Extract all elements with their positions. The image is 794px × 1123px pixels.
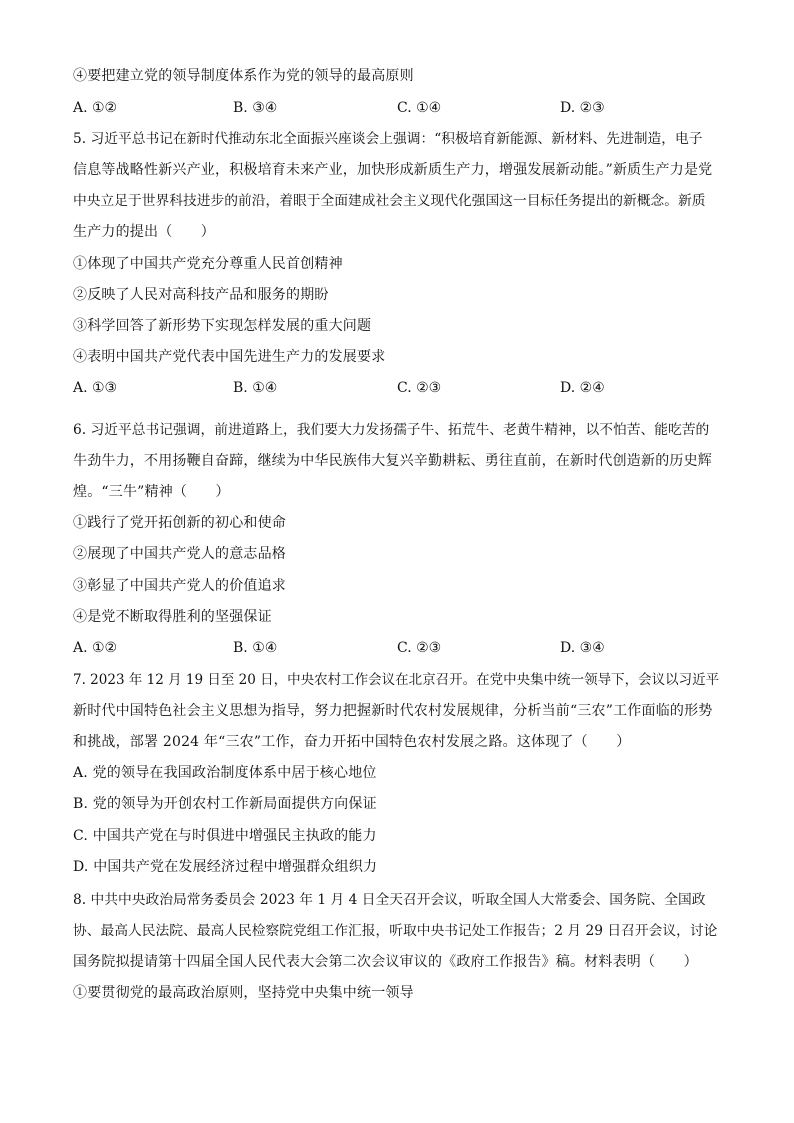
- q7-choice-b[interactable]: B. 党的领导为开创农村工作新局面提供方向保证: [73, 796, 377, 812]
- q7-choice-c[interactable]: C. 中国共产党在与时俱进中增强民主执政的能力: [73, 828, 377, 844]
- q5-statement-1: ①体现了中国共产党充分尊重人民首创精神: [73, 256, 343, 272]
- q4-option-b[interactable]: B. ③④: [233, 100, 278, 116]
- q5-option-a[interactable]: A. ①③: [73, 380, 118, 396]
- q5-stem-line-3: 中央立足于世界科技进步的前沿，着眼于全面建成社会主义现代化强国这一目标任务提出的新概念。新质: [73, 193, 706, 209]
- q7-stem-line-2: 新时代中国特色社会主义思想为指导，努力把握新时代农村发展规律，分析当前“三农”工作面临的形势: [73, 703, 713, 719]
- q6-statement-4: ④是党不断取得胜利的坚强保证: [73, 609, 272, 625]
- q4-statement-4: ④要把建立党的领导制度体系作为党的领导的最高原则: [73, 68, 414, 84]
- q8-statement-1: ①要贯彻党的最高政治原则，坚持党中央集中统一领导: [73, 985, 414, 1001]
- q6-statement-3: ③彰显了中国共产党人的价值追求: [73, 578, 286, 594]
- q5-stem-line-4: 生产力的提出（ ）: [73, 224, 215, 240]
- q5-option-d[interactable]: D. ②④: [560, 380, 605, 396]
- q6-option-b[interactable]: B. ①④: [233, 640, 278, 656]
- q6-statement-1: ①践行了党开拓创新的初心和使命: [73, 515, 286, 531]
- q6-stem-line-2: 牛劲牛力，不用扬鞭自奋蹄，继续为中华民族伟大复兴辛勤耕耘、勇往直前，在新时代创造新的历史辉: [73, 453, 712, 469]
- q5-stem-line-2: 信息等战略性新兴产业，积极培育未来产业，加快形成新质生产力，增强发展新动能。”新质生产力是党: [73, 162, 713, 178]
- q8-stem-line-3: 国务院拟提请第十四届全国人民代表大会第二次会议审议的《政府工作报告》稿。材料表明（ ）: [73, 954, 698, 970]
- q4-option-d[interactable]: D. ②③: [560, 100, 605, 116]
- q8-stem-line-1: 8. 中共中央政治局常务委员会 2023 年 1 月 4 日全天召开会议，听取全国人大常委会、国务院、全国政: [73, 892, 706, 908]
- q6-option-a[interactable]: A. ①②: [73, 640, 118, 656]
- q4-options: [73, 98, 723, 118]
- q7-stem-line-1: 7. 2023 年 12 月 19 日至 20 日，中央农村工作会议在北京召开。在党中央集中统一领导下，会议以习近平: [73, 672, 720, 688]
- q5-statement-4: ④表明中国共产党代表中国先进生产力的发展要求: [73, 349, 386, 365]
- q7-choice-d[interactable]: D. 中国共产党在发展经济过程中增强群众组织力: [73, 859, 378, 875]
- q5-option-b[interactable]: B. ①④: [233, 380, 278, 396]
- q5-option-c[interactable]: C. ②③: [397, 380, 442, 396]
- q4-option-a[interactable]: A. ①②: [73, 100, 118, 116]
- q5-stem-line-1: 5. 习近平总书记在新时代推动东北全面振兴座谈会上强调：“积极培育新能源、新材料、先进制造，电子: [73, 131, 703, 147]
- q6-options: [73, 638, 723, 658]
- q6-option-c[interactable]: C. ②③: [397, 640, 442, 656]
- q7-stem-line-3: 和挑战，部署 2024 年“三农”工作，奋力开拓中国特色农村发展之路。这体现了（ ）: [73, 734, 631, 750]
- q6-option-d[interactable]: D. ③④: [560, 640, 605, 656]
- q8-stem-line-2: 协、最高人民法院、最高人民检察院党组工作汇报，听取中央书记处工作报告；2 月 29 日召开会议，讨论: [73, 923, 718, 939]
- q5-statement-2: ②反映了人民对高科技产品和服务的期盼: [73, 287, 329, 303]
- q7-choice-a[interactable]: A. 党的领导在我国政治制度体系中居于核心地位: [73, 765, 377, 781]
- q5-options: [73, 378, 723, 398]
- q4-option-c[interactable]: C. ①④: [397, 100, 442, 116]
- q5-statement-3: ③科学回答了新形势下实现怎样发展的重大问题: [73, 318, 372, 334]
- q6-stem-line-3: 煌。“三牛”精神（ ）: [73, 484, 230, 500]
- q6-stem-line-1: 6. 习近平总书记强调，前进道路上，我们要大力发扬孺子牛、拓荒牛、老黄牛精神，以不怕苦、能吃苦的: [73, 422, 710, 438]
- q6-statement-2: ②展现了中国共产党人的意志品格: [73, 546, 286, 562]
